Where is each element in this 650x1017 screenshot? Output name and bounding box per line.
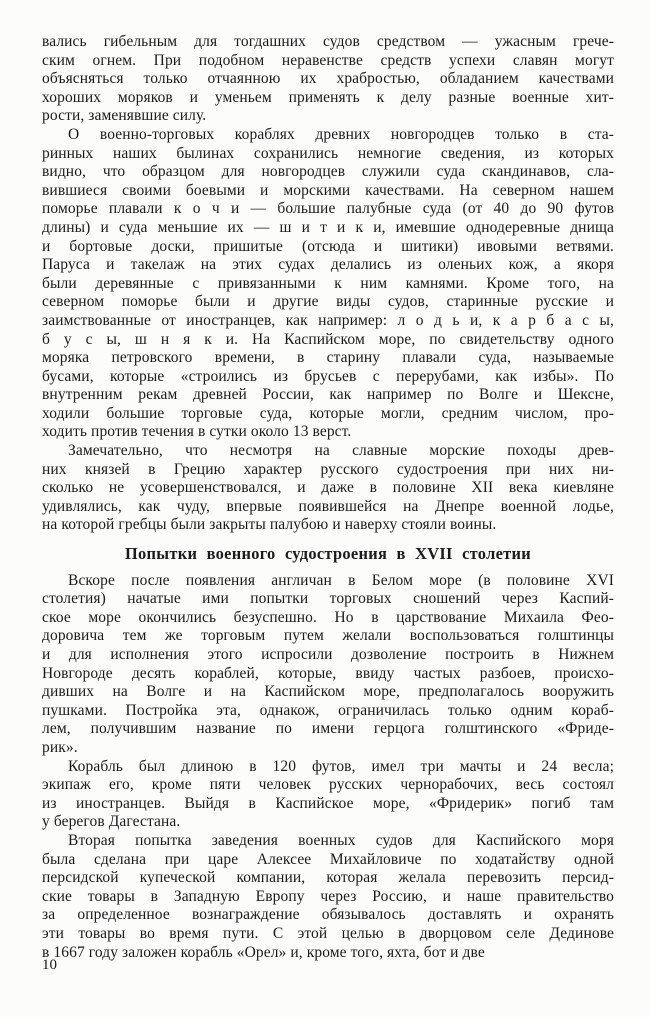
text-line: столетия) начатые ими попытки торговых сношений через Каспий- [42, 590, 614, 608]
text-line: поморье плавали к о ч и — большие палубные суда (от 40 до 90 футов [42, 200, 614, 218]
paragraph [42, 442, 614, 535]
text-line: персидской купеческой компании, которая желала перевозить персид- [42, 869, 614, 887]
paragraph [42, 572, 614, 758]
text-line: Паруса и такелаж на этих судах делались из оленьих кож, а якоря [42, 256, 614, 274]
text-line: моряка петровского времени, в старину плавали суда, называемые [42, 349, 614, 367]
text-line: на которой гребцы были закрыты палубою и наверху стояли воины. [42, 516, 497, 534]
text-line: внутренним рекам древней России, как например по Волге и Шексне, [42, 386, 614, 404]
text-line: видно, что образцом для новгородцев служили суда скандинавов, сла- [42, 163, 614, 181]
text-line: доровича тем же торговым путем желали воспользоваться голштинцы [42, 627, 614, 645]
text-line: бусами, которые «строились из брусьев с перерубами, как избы». По [42, 367, 614, 385]
text-line: у берегов Дагестана. [42, 813, 181, 831]
text-line: Корабль был длиною в 120 футов, имел три мачты и 24 весла; [68, 757, 614, 775]
text-line: Новгороде десять кораблей, которые, ввиду частых разбоев, происхо- [42, 664, 614, 682]
paragraph [42, 758, 614, 832]
text-line: в 1667 году заложен корабль «Орел» и, кроме того, яхта, бот и две [42, 943, 485, 961]
text-line: ходить против течения в сутки около 13 верст. [42, 423, 352, 441]
text-line: ским огнем. При подобном неравенстве средств успехи славян могут [42, 51, 614, 69]
text-line: экипаж его, кроме пяти человек русских чернорабочих, весь состоял [42, 776, 614, 794]
section-heading: Попытки военного судостроения в XVII столетии [125, 544, 531, 564]
text-line: удивлялись, как чуду, впервые появившейся на Днепре военной лодье, [42, 497, 614, 515]
text-line: эти товары во время пути. С этой целью в дворцовом селе Дединове [42, 924, 614, 942]
text-line: за определенное вознаграждение обязывалось доставлять и охранять [42, 906, 614, 924]
text-line: и для исполнения этого испросили дозволение построить в Нижнем [42, 646, 614, 663]
text-column [42, 33, 614, 962]
text-line: ское море окончились безуспешно. Но в царствование Михаила Фео- [42, 608, 614, 626]
text-line: О военно-торговых кораблях древних новгородцев только в ста- [68, 125, 614, 143]
paragraph [42, 126, 614, 442]
text-line: сколько не усовершенствовался, и даже в половине XII века киевляне [42, 479, 614, 497]
text-line: были деревянные с привязанными к ним камнями. Кроме того, на [42, 274, 614, 292]
text-line: лем, получившим название по имени герцога голштинского «Фриде- [42, 720, 614, 738]
text-line: вались гибельным для тогдашних судов средством — ужасным грече- [42, 33, 614, 50]
text-line: заимствованные от иностранцев, как например: л о д ь и, к а р б а с ы, [42, 311, 614, 329]
text-line: хороших моряков и уменьем применять к делу разные военные хит- [42, 88, 614, 106]
text-line: северном поморье были и другие виды судов, старинные русские и [42, 293, 614, 311]
text-line: рости, заменявшие силу. [42, 107, 207, 125]
text-line: была сделана при царе Алексее Михайловиче по ходатайству одной [42, 850, 614, 868]
text-line: пушками. Постройка эта, однакож, ограничилась только одним кораб- [42, 701, 614, 719]
paragraph [42, 33, 614, 126]
text-line: и бортовые доски, пришитые (отсюда и шитики) ивовыми ветвями. [42, 237, 614, 255]
text-line: из иностранцев. Выйдя в Каспийское море, «Фридерик» погиб там [42, 794, 614, 812]
text-line: Замечательно, что несмотря на славные морские походы древ- [68, 442, 614, 460]
text-line: ские товары в Западную Европу через Россию, и наше правительство [42, 887, 614, 905]
text-line: вившиеся своими боевыми и морскими качествами. На северном нашем [42, 181, 614, 199]
text-line: ринных наших былинах сохранились немногие сведения, из которых [42, 144, 614, 162]
text-line: ходили большие торговые суда, которые могли, средним числом, про- [42, 404, 614, 422]
text-line: длины) и суда меньшие их — ш и т и к и, имевшие однодеревные днища [42, 218, 614, 236]
page-number: 10 [42, 957, 57, 973]
text-line: Вторая попытка заведения военных судов для Каспийского моря [68, 831, 614, 849]
paragraph [42, 832, 614, 962]
text-line: Вскоре после появления англичан в Белом море (в половине XVI [68, 571, 614, 589]
text-line: рик». [42, 738, 78, 756]
text-line: б у с ы, ш н я к и. На Каспийском море, по свидетельству одного [42, 330, 614, 348]
text-line: них князей в Грецию характер русского судостроения при них ни- [42, 460, 614, 478]
text-line: объясняться только отчаянною их храбростью, обладанием качествами [42, 70, 614, 88]
text-line: дивших на Волге и на Каспийском море, предполагалось вооружить [42, 683, 614, 701]
